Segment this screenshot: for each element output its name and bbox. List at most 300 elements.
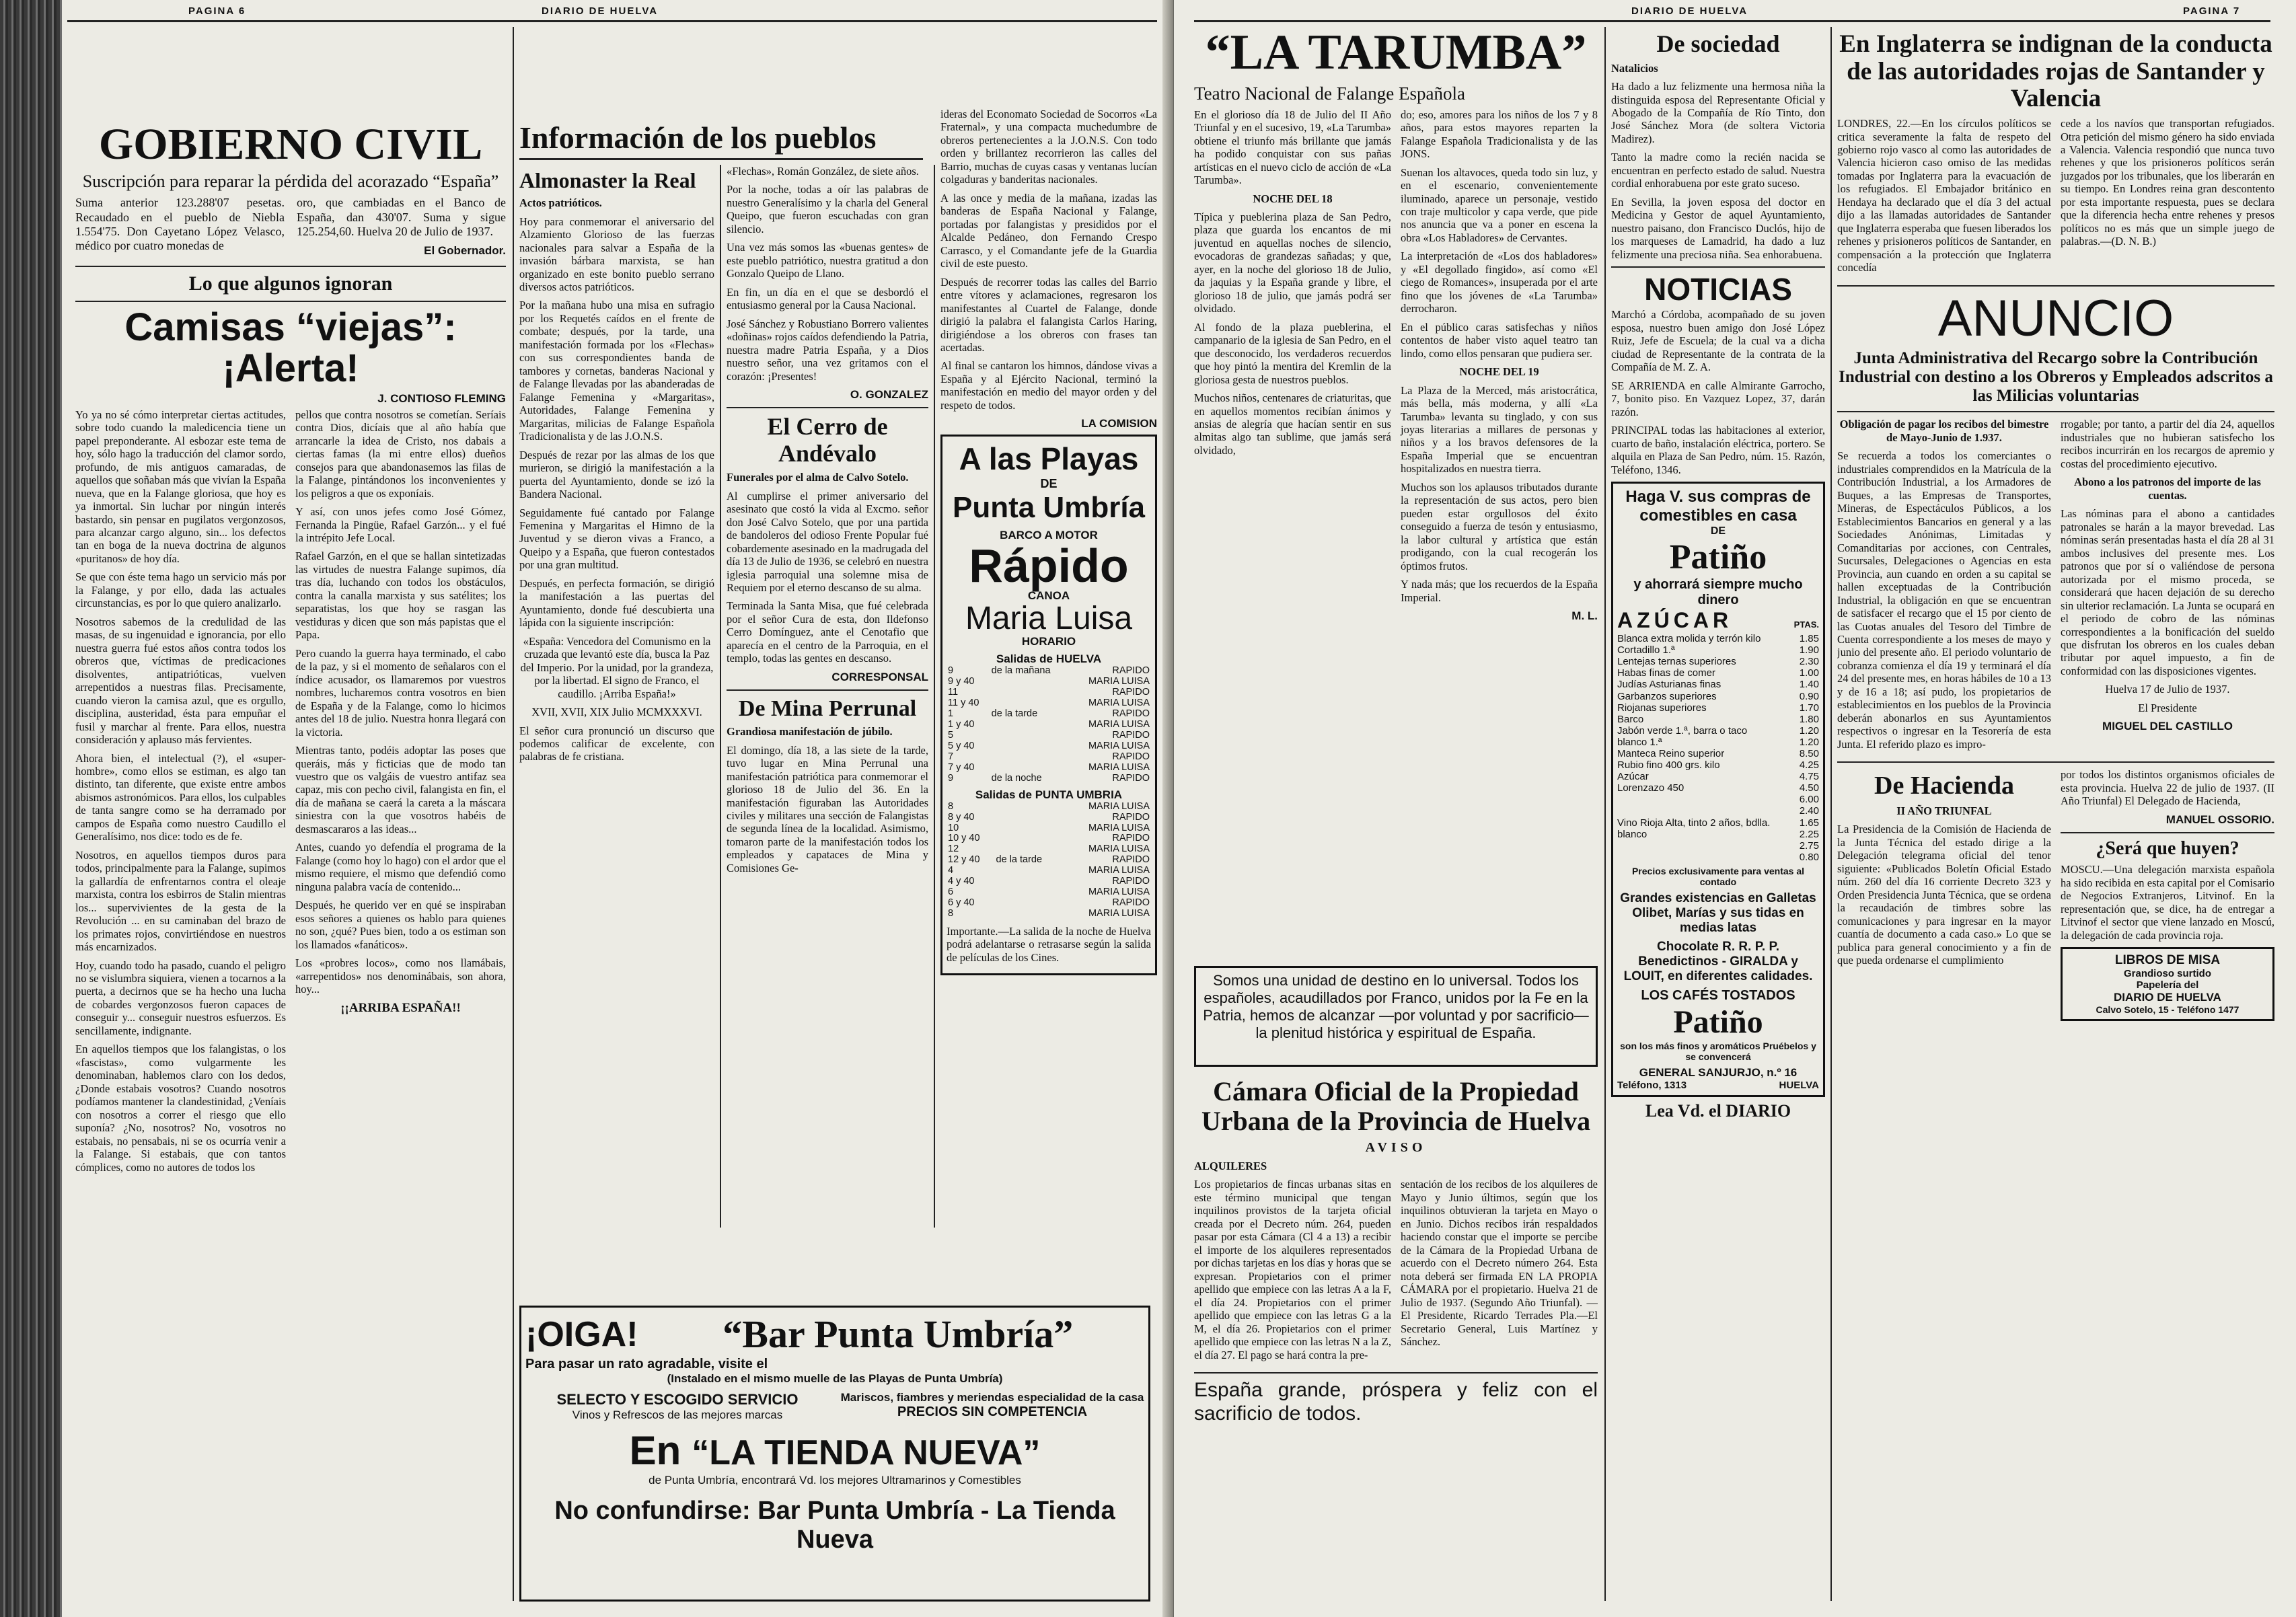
oiga-ad-en: En xyxy=(629,1428,681,1473)
tarumba-section xyxy=(1194,27,1598,965)
oiga-ad-no-confundirse: No confundirse: Bar Punta Umbría - La Tienda Nueva xyxy=(554,1497,1115,1554)
schedule-period xyxy=(995,909,1063,919)
schedule-boat: RAPIDO xyxy=(1112,897,1150,909)
noticias-paragraph: Marchó a Córdoba, acompañado de su joven esposa, nuestro buen amigo don José López Ruiz, Jefe de Escuela; de la cual va a dicha ciudad de Representante de la contrata de la Compañía de M. Z. A. xyxy=(1611,308,1825,374)
libros-ad-papeleria: Papelería del xyxy=(2136,979,2199,991)
andevalo-paragraph: Terminada la Santa Misa, que fué celebrada por el señor Cura de esta, don Ildefonso Cerro Domínguez, ante el Cenotafio que aparecía en el centro de la Parroquia, en el templo, todas las gentes en descanso. xyxy=(727,599,928,665)
schedule-period xyxy=(990,677,1070,687)
paper-name-label: DIARIO DE HUELVA xyxy=(542,5,659,17)
pueblos-paragraph: ideras del Economato Sociedad de Socorros «La Fraternal», y una compacta muchedumbre de obreros pertenecientes a la J.O.N.S. Con todo orden y brillantez recorrieron las calles del Barrio, muchas de cuyas casas y ventanas lucían colgaduras y banderitas nacionales. xyxy=(940,108,1157,186)
schedule-time: 10 xyxy=(948,822,959,833)
price-row xyxy=(1617,817,1819,829)
schedule-row xyxy=(947,898,1151,909)
divider xyxy=(727,407,928,408)
pueblos-paragraph: Después de recorrer todas las calles del Barrio entre vítores y aclamaciones, regresaron los manifestantes al Cuartel de Falange, donde dirigió la palabra el falangista Carlos Haring, dirigiéndose a los obreros con frases tan acertadas. xyxy=(940,275,1157,354)
noticias-paragraph: PRINCIPAL todas las habitaciones al exterior, cuarto de baño, instalación eléctrica, portero. Se alquila en Plaza de San Pedro, núm. 15. Razón, Teléfono, 1346. xyxy=(1611,424,1825,476)
playas-ad-boat: BARCO A MOTOR xyxy=(1000,529,1098,542)
schedule-boat: MARIA LUISA xyxy=(1088,719,1150,730)
price-item: Riojanas superiores xyxy=(1617,702,1707,714)
oiga-ad-oiga: ¡OIGA! xyxy=(525,1314,638,1354)
pueblos-paragraph: El señor cura pronunció un discurso que podemos calificar de excelente, con palabras de fe cristiana. xyxy=(519,724,714,763)
gobierno-civil-body-left: Suma anterior 123.288'07 pesetas. Recaudado en el pueblo de Niebla 1.554'75. Don Cayetano López Velasco, médico por cuatro monedas de xyxy=(75,196,285,252)
patino-ad-chocolate: Chocolate R. R. P. P. Benedictinos - GIRALDA y LOUIT, en diferentes calidades. xyxy=(1623,939,1813,983)
price-value: 8.50 xyxy=(1799,748,1819,760)
schedule-period xyxy=(995,844,1063,855)
unidad-box xyxy=(1194,966,1598,1067)
camisas-title: Camisas “viejas”: ¡Alerta! xyxy=(124,305,457,390)
schedule-period xyxy=(995,887,1063,898)
playas-ad-salidas-punta: Salidas de PUNTA UMBRIA xyxy=(975,788,1123,801)
divider xyxy=(1611,266,1825,268)
price-item: Blanca extra molida y terrón kilo xyxy=(1617,633,1761,645)
page-number-label: PAGINA 7 xyxy=(2183,5,2241,17)
schedule-period xyxy=(995,823,1063,834)
price-row xyxy=(1617,702,1819,714)
price-value: 4.50 xyxy=(1799,782,1819,794)
almonaster-title: Almonaster la Real xyxy=(519,168,696,192)
schedule-time: 7 y 40 xyxy=(948,761,975,773)
schedule-boat: MARIA LUISA xyxy=(1088,676,1150,687)
pueblos-col3 xyxy=(940,108,1157,1238)
playas-ad-de: DE xyxy=(1040,477,1058,491)
andevalo-paragraph: Al cumplirse el primer aniversario del asesinato que costó la vida al Excmo. señor don José Calvo Sotelo, que por una partida de bandoleros del odioso Frente Popular fué cobardemente asesinado en la madrugada del día 13 de Julio de 1936, se celebró en nuestra iglesia parroquial una solemne misa de Requiem por el eterno descanso de su alma. xyxy=(727,489,928,594)
schedule-boat: MARIA LUISA xyxy=(1088,865,1150,876)
arriba-espana-closing: ¡¡ARRIBA ESPAÑA!! xyxy=(340,1001,461,1016)
price-value: 1.80 xyxy=(1799,713,1819,725)
price-item: Manteca Reino superior xyxy=(1617,748,1725,760)
schedule-period xyxy=(995,898,1063,909)
tarumba-paragraph: En el glorioso día 18 de Julio del II Año Triunfal y en el sucesivo, 19, «La Tarumba» obtiene el triunfo más brillante que jamás ha podido conquistar con sus pañas artísticas en el nuevo ciclo de acción de «La Tarumba». xyxy=(1194,108,1391,187)
anuncio-col2: rrogable; por tanto, a partir del día 24, aquellos industriales que no hubieran satisfecho los recibos incurrirán en los recargos de apremio y costas del procedimiento ejecutivo. xyxy=(2061,418,2274,470)
price-value: 2.40 xyxy=(1799,805,1819,817)
tarumba-paragraph: Suenan los altavoces, queda todo sin luz, y en el escenario, convenientemente iluminado, aparece un personaje, vestido con traje multicolor y capa verde, que pide nos anuncia que va a poner en escena la obra «Los Habladores» de Cervantes. xyxy=(1401,165,1598,244)
price-list xyxy=(1617,633,1819,863)
schedule-row xyxy=(947,666,1151,677)
inglaterra-title: En Inglaterra se indignan de la conducta de las autoridades rojas de Santander y Valencia xyxy=(1839,30,2272,113)
camisas-paragraph: Nosotros sabemos de la credulidad de las masas, de su ingenuidad e ignorancia, por ello nuestra guerra fué estos años contra todos los obreros que, víctimas de predicaciones disolventes, antipatrióticas, vuelven arrepentidos a nuestras filas. Precisamente, cuando vieron la camisa azul, que es orgullo, disciplina, austeridad, ésta para empuñar el fusil y marchar al frente. Para ellos, nuestra consideración y aplauso más fervientes. xyxy=(75,615,286,747)
tarumba-col2 xyxy=(1401,108,1598,626)
schedule-row xyxy=(947,677,1151,687)
schedule-row xyxy=(947,833,1151,844)
lapida-inscription: «España: Vencedora del Comunismo en la cruzada que levantó este día, busca la Paz del Imperio. Por la unidad, por la grandeza, por la libertad. El signo de Franco, el caudillo. ¡Arriba España!» xyxy=(520,634,714,700)
schedule-row xyxy=(947,813,1151,823)
inglaterra-column xyxy=(1837,27,2274,1608)
schedule-time: 8 xyxy=(948,800,954,812)
anuncio-obligacion: Obligación de pagar los recibos del bimestre de Mayo-Junio de 1.937. xyxy=(1839,418,2049,444)
sociedad-paragraph: En Sevilla, la joven esposa del doctor en Medicina y Gestor de aquel Ayuntamiento, nuestro paisano, don Francisco Duclós, hijo de los marqueses de Lamadrid, ha dado a luz felizmente una preciosa niña. Sea enhorabuena. xyxy=(1611,195,1825,261)
schedule-time: 11 y 40 xyxy=(948,698,979,709)
camisas-paragraph: Rafael Garzón, en el que se hallan sintetizadas las virtudes de nuestra Falange supimos, día tras día, luchando con todos los obstáculos, contra la canalla marxista y sus satélites; los separatistas, los que hoy se rasgan las vestiduras y dicen que son más papistas que el Papa. xyxy=(295,550,506,642)
libros-ad-sub: Grandioso surtido xyxy=(2123,968,2211,980)
almonaster-kicker: Actos patrióticos. xyxy=(519,196,602,210)
price-row xyxy=(1617,737,1819,748)
camisas-paragraph: Los «probres locos», como nos llamábais, «arrepentidos» nos denominábais, son ahora, hoy... xyxy=(295,956,506,995)
schedule-time: 10 y 40 xyxy=(948,833,980,844)
schedule-time: 9 y 40 xyxy=(948,676,975,687)
playas-ad-place: Punta Umbría xyxy=(952,491,1146,525)
price-value: 0.80 xyxy=(1799,851,1819,863)
camisas-paragraph: Después, he querido ver en qué se inspiraban esos señores a quienes os hablo para quienes no son, ¿qué? Pues bien, todo a os estiman son los llamados «fanáticos». xyxy=(295,899,506,951)
playas-ad-canoa: CANOA xyxy=(1027,589,1070,603)
column-rule xyxy=(1830,27,1832,1601)
gobierno-civil-subtitle: Suscripción para reparar la pérdida del acorazado “España” xyxy=(82,172,499,192)
schedule-time: 5 y 40 xyxy=(948,740,975,751)
libros-ad xyxy=(2061,947,2274,1021)
patino-ad-name: Patiño xyxy=(1669,538,1767,577)
schedule-row xyxy=(947,823,1151,834)
price-value: 0.90 xyxy=(1799,690,1819,702)
divider xyxy=(727,689,928,691)
pueblos-paragraph: En fin, un día en el que se desbordó el entusiasmo general por la Causa Nacional. xyxy=(727,285,928,312)
pueblos-signature: O. GONZALEZ xyxy=(850,388,928,402)
schedule-period xyxy=(995,866,1063,876)
price-item: Vino Rioja Alta, tinto 2 años, bdlla. xyxy=(1617,817,1771,829)
price-item: Habas finas de comer xyxy=(1617,667,1715,679)
playas-ad-horario: HORARIO xyxy=(1021,635,1076,648)
patino-ad-name2: Patiño xyxy=(1673,1004,1763,1040)
schedule-row xyxy=(947,687,1151,698)
patino-ad-precios-nota: Precios exclusivamente para ventas al contado xyxy=(1631,865,1805,887)
price-row xyxy=(1617,782,1819,794)
camisas-paragraph: Nosotros, en aquellos tiempos duros para todos, principalmente para la Falange, supimos la gallardía de enfrentarnos contra el oleaje marxista, contra los esbirros de Stalin mientras los... supervivientes de la gesta de la Revolución ... en su caminaban del brazo de los primates rojos, convirtiéndose en nuestros más encarnizados. xyxy=(75,848,286,954)
camara-col1: Los propietarios de fincas urbanas sitas en este término municipal que tengan inquilinos provistos de la tarjeta oficial creada por el Decreto núm. 264, pueden pasar por esta Cámara (Cl 4 a 13) a recibir el importe de los alquileres representados por dichas tarjetas en los días y horas que se expresan. Propietarios con el primer apellido que empiece con las letras A a la F, el día 24. Propietarios con el primer apellido que empiece con las letras G a la M, el día 26. Propietarios con el primer apellido que empiece con las letras N a la Z, el día 27. El pago se hará contra la pre- xyxy=(1194,1178,1391,1361)
pueblos-title: Información de los pueblos xyxy=(519,120,877,155)
schedule-time: 4 xyxy=(948,865,954,876)
hacienda-title: De Hacienda xyxy=(1874,772,2014,800)
price-row xyxy=(1617,644,1819,656)
schedule-period xyxy=(990,698,1070,709)
huyen-body: MOSCU.—Una delegación marxista española ha sido recibida en esta capital por el Comisario de Negocios Extranjeros, Litvinof. En la representación que, se dice, ha de entregar a Litvinof el sector que viene lanzado en Moscú, la delegación de cada provincia roja. xyxy=(2061,863,2274,942)
schedule-time: 8 xyxy=(948,908,954,919)
schedule-row xyxy=(947,774,1151,784)
price-row xyxy=(1617,679,1819,690)
schedule-period xyxy=(990,752,1070,763)
oiga-ad-bar: “Bar Punta Umbría” xyxy=(723,1312,1074,1356)
schedule-row xyxy=(947,866,1151,876)
camara-alquileres: ALQUILERES xyxy=(1194,1160,1267,1172)
schedule-time: 9 xyxy=(948,665,954,677)
price-value: 1.70 xyxy=(1799,702,1819,714)
schedule-time: 6 y 40 xyxy=(948,897,975,909)
patino-ad-de: DE xyxy=(1710,525,1726,537)
price-value: 4.25 xyxy=(1799,759,1819,772)
pueblos-signature: LA COMISION xyxy=(1081,417,1157,430)
schedule-boat: MARIA LUISA xyxy=(1088,761,1150,773)
pueblos-paragraph: Una vez más somos las «buenas gentes» de este pueblo patriótico, nuestra gratitud a don Gonzalo Queipo de Llano. xyxy=(727,241,928,280)
camisas-paragraph: En aquellos tiempos que los falangistas, o los «fascistas», como vulgarmente les denominaban, hablemos claro con los dedos, ¿Donde estabais vosotros? Cuando nosotros podíamos mantener la clandestinidad, ¿Veníais con nosotros a correr el riesgo que ello suponía? ¿No, nosotros? No, vosotros no estabais, no pensabais, ni se os ocurría venir a la Falange. Si estabais, que con tantos cómplices, como no autores de todos los xyxy=(75,1043,286,1174)
schedule-boat: RAPIDO xyxy=(1112,876,1150,887)
patino-ad-huelva: HUELVA xyxy=(1779,1079,1819,1091)
hacienda-body: La Presidencia de la Comisión de Hacienda de la Junta Técnica del estado dirige a la Delegación telegrama oficial del tenor siguiente: «Publicados Boletín Oficial Estado núm. 260 del día 16 corriente Decreto 323 y Orden Presidencia Junta Técnica, que se ordena la recaudación de timbres sobre las comunicaciones y para ingresar en la mayor cuantía de documento a cada caso.» Lo que se publica para general conocimiento y a fin de que pueda ordenarse el cumplimiento xyxy=(1837,823,2051,967)
oiga-ad xyxy=(519,1306,1150,1602)
schedule-boat: RAPIDO xyxy=(1112,772,1150,784)
tarumba-paragraph: Muchos niños, centenares de criaturitas, que en aquellos momentos recibían ánimos y ansias de alegría que hacían sentir en sus almitas algo tan sublime, que jamás será olvidado, xyxy=(1194,391,1391,457)
unidad-text: Somos una unidad de destino en lo universal. Todos los españoles, acaudillados por Franco, unidos por la Fe en la Patria, hemos de alcanzar —por voluntad y por sacrificio— la plenitud histórica y espiritual de España. xyxy=(1203,972,1589,1041)
schedule-boat: MARIA LUISA xyxy=(1088,822,1150,833)
patino-ad-address: GENERAL SANJURJO, n.º 16 xyxy=(1639,1065,1798,1079)
price-item: Judías Asturianas finas xyxy=(1617,679,1721,691)
schedule-boat: MARIA LUISA xyxy=(1088,698,1150,709)
schedule-punta xyxy=(947,802,1151,919)
huyen-title: ¿Será que huyen? xyxy=(2096,837,2239,859)
inglaterra-col1: LONDRES, 22.—En los círculos políticos se critica severamente la falta de respeto del gobierno rojo vasco al como las autoridades de Valencia hicieron caso omiso de las medidas tomadas por Inglaterra para la evacuación de los refugiados. El Embajador británico en Hendaya ha declarado que el día 3 del actual dijo a las llamadas autoridades de Santander que Inglaterra esperaba que fuesen liberados los rehenes y prisioneros políticos de Santander, en compensación a la protección que Inglaterra concedía xyxy=(1837,117,2051,274)
price-row xyxy=(1617,691,1819,702)
page-number-label: PAGINA 6 xyxy=(188,5,246,17)
price-value: 2.75 xyxy=(1799,839,1819,852)
price-value: 1.85 xyxy=(1799,633,1819,645)
schedule-row xyxy=(947,698,1151,709)
tarumba-paragraph: La interpretación de «Los dos habladores» y «El degollado fingido», así como «El ciego de Romances», insuperada por el arte fino que los jóvenes de «La Tarumba» derrocharon. xyxy=(1401,250,1598,315)
playas-ad-rapido: Rápido xyxy=(969,539,1129,593)
price-row xyxy=(1617,656,1819,667)
camisas-kicker: Lo que algunos ignoran xyxy=(188,272,393,295)
schedule-time: 12 xyxy=(948,843,959,855)
playas-ad-note: Importante.—La salida de la noche de Huelva podrá adelantarse o retrasarse según la salida de películas de los Cines. xyxy=(947,924,1151,964)
tarumba-subtitle: Teatro Nacional de Falange Española xyxy=(1194,83,1465,104)
camisas-paragraph: Antes, cuando yo defendía el programa de la Falange (como hoy lo hago) con el ardor que el mismo requiere, el mismo que defendió como ninguna palabra vacía de contenido... xyxy=(295,841,506,893)
tarumba-paragraph: La Plaza de la Merced, más aristocrática, más bella, más moderna, y allí «La Tarumba» levanta su tinglado, y con sus joyas literarias a millares de personas y niños y a los bravos defensores de la España Imperial que se encuentran hospitalizados en nuestra tierra. xyxy=(1401,383,1598,476)
pueblos-col2 xyxy=(727,165,928,1228)
libros-ad-title: LIBROS DE MISA xyxy=(2114,953,2221,968)
divider xyxy=(1837,285,2274,287)
oiga-ad-installed: (Instalado en el mismo muelle de las Playas de Punta Umbría) xyxy=(667,1372,1003,1385)
price-value: 2.25 xyxy=(1799,828,1819,840)
price-value: 1.90 xyxy=(1799,644,1819,656)
price-item: Barco xyxy=(1617,713,1644,725)
schedule-row xyxy=(947,844,1151,855)
schedule-row xyxy=(947,876,1151,887)
price-row xyxy=(1617,852,1819,863)
schedule-period xyxy=(995,813,1063,823)
column-rule xyxy=(513,27,514,1601)
schedule-boat: MARIA LUISA xyxy=(1088,887,1150,898)
divider xyxy=(1837,411,2274,412)
oiga-ad-tienda-sub: de Punta Umbría, encontrará Vd. los mejores Ultramarinos y Comestibles xyxy=(649,1474,1021,1487)
camara-col2: sentación de los recibos de los alquileres de Mayo y Junio últimos, según que los inquilinos obtuvieran la tarjeta en Mayo o en Junio. Dichos recibos irán respaldados haciendo constar que el importe se percibe de la Cámara de la Propiedad Urbana de acuerdo con el Decreto número 264. Esta nota deberá ser firmada EN LA PROPIA CÁMARA por el propietario. Huelva 21 de Julio de 1937. (Segundo Año Triunfal). —El Presidente, Ricardo Terrades Pla.—El Secretario General, Luis Martínez y Sánchez. xyxy=(1401,1178,1598,1349)
camisas-paragraph: Ahora bien, el intelectual (?), el «super-hombre», como ellos se estiman, es algo tan distinto, tan diferente, que existe entre ambos abismos astronómicos. Para ellos, los culpables de tanta sangre como se ha derramado por campos de España como nuestro Caudillo el Generalísimo, nos dice: todo es de fe. xyxy=(75,751,286,843)
paper-name-label: DIARIO DE HUELVA xyxy=(1631,5,1748,17)
mina-title: De Mina Perrunal xyxy=(738,695,917,721)
patino-ad-grandes: Grandes existencias en Galletas Olibet, Marías y sus tidas en medias latas xyxy=(1620,891,1816,935)
price-value: 2.30 xyxy=(1799,656,1819,668)
schedule-row xyxy=(947,887,1151,898)
schedule-period xyxy=(995,802,1063,813)
price-value: 1.00 xyxy=(1799,667,1819,679)
camisas-paragraph: Mientras tanto, podéis adoptar las poses que queráis, más y ficticias que de modo tan vuestro que os valgáis de vuestro antifaz sea capaz, mis con pecho civil, falangista en fin, el día de mañana se caerá la careta a la máscara siniestra con la que vosotros habéis de desmascararos a las ideas... xyxy=(295,744,506,835)
gobierno-civil-body-right: oro, que cambiadas en el Banco de España, dan 430'07. Suma y sigue 125.254,60. Huelva 20 de Julio de 1937. xyxy=(297,196,506,238)
price-value: 4.75 xyxy=(1799,771,1819,783)
price-item: blanco 1.ª xyxy=(1617,736,1662,748)
pueblos-col1 xyxy=(519,165,714,1228)
schedule-row xyxy=(947,741,1151,752)
price-item: Cortadillo 1.ª xyxy=(1617,644,1675,656)
camisas-paragraph: pellos que contra nosotros se cometían. Seríais contra Dios, dicíais que al año había que arrancarle la idea de Cristo, nos dabais a ciertas famas (la mi entre ellos) dueños consejos para que abandonasemos las filas de la Falange, pintándonos los inconvenientes y los peligros a que os exponíais. xyxy=(295,408,506,500)
schedule-boat: RAPIDO xyxy=(1112,729,1150,741)
tarumba-col1 xyxy=(1194,108,1391,626)
camisas-paragraph: Hoy, cuando todo ha pasado, cuando el peligro no se vislumbra siquiera, vienen a tocarnos a la puerta, a decirnos que se ha hecho una lucha de cobardes vergonzosos fueron capaces de conseguir y... conseguir nuestros esfuerzos. Es sencillamente, indignante. xyxy=(75,958,286,1037)
libros-ad-address: Calvo Sotelo, 15 - Teléfono 1477 xyxy=(2096,1004,2239,1016)
divider xyxy=(1194,1372,1598,1374)
playas-ad-title: A las Playas xyxy=(959,441,1139,477)
top-rule xyxy=(67,20,1157,22)
inglaterra-col2: cede a los navíos que transportan refugiados. Otra petición del mismo género ha sido enviada a Valencia. Valencia respondió que nunca tuvo rehenes y que los prisioneros políticos serán juzgados por los tribunales, que los liberarán en su tiempo. En Londres reina gran descontento por esta importante respuesta, pues se declara que la diferencia hecha entre rehenes y presos políticos no es más que un simple juego de palabras.—(D. N. B.) xyxy=(2061,117,2274,248)
price-item: Lentejas ternas superiores xyxy=(1617,656,1736,668)
sociedad-title: De sociedad xyxy=(1656,30,1780,57)
tarumba-paragraph: do; eso, amores para los niños de los 7 y 8 años, para estos mayores reparten la Falange Española Tradicionalista y de las JONS. xyxy=(1401,108,1598,161)
anuncio-abono: Abono a los patronos del importe de las cuentas. xyxy=(2074,476,2261,502)
schedule-row xyxy=(947,730,1151,741)
pueblos-paragraph: Seguidamente fué cantado por Falange Femenina y Margaritas el Himno de la Juventud y se dieron vivas a Franco, a Queipo y a España, que fueron contestados por una gran multitud. xyxy=(519,506,714,572)
anuncio-presidente-name: MIGUEL DEL CASTILLO xyxy=(2102,720,2233,733)
schedule-boat: RAPIDO xyxy=(1112,687,1150,698)
divider xyxy=(75,266,506,267)
schedule-boat: RAPIDO xyxy=(1112,833,1150,844)
anuncio-title: ANUNCIO xyxy=(1937,289,2174,347)
schedule-time: 9 xyxy=(948,772,954,784)
price-item: Lorenzazo 450 xyxy=(1617,782,1684,794)
schedule-boat: RAPIDO xyxy=(1112,665,1150,677)
schedule-time: 1 xyxy=(948,708,954,720)
pueblos-paragraph: Al final se cantaron los himnos, dándose vivas a España y al Ejército Nacional, terminó la manifestación en medio del mayor orden y del respeto de todos. xyxy=(940,359,1157,412)
price-item: Garbanzos superiores xyxy=(1617,690,1717,702)
schedule-boat: MARIA LUISA xyxy=(1088,843,1150,855)
price-row xyxy=(1617,794,1819,805)
pueblos-paragraph: A las once y media de la mañana, izadas las banderas de España Nacional y Falange, portadas por falangistas y presididos por el Alcalde Pedáneo, don Fernando Crespo Carrasco, y el Comandante jefe de la Guardia civil de este puesto. xyxy=(940,191,1157,270)
pueblos-paragraph: Después de rezar por las almas de los que murieron, se dirigió la manifestación a la puerta del Ayuntamiento, donde se izó la Bandera Nacional. xyxy=(519,448,714,501)
price-value: 6.00 xyxy=(1799,794,1819,806)
schedule-time: 5 xyxy=(948,729,954,741)
price-value: 1.20 xyxy=(1799,736,1819,748)
oiga-ad-precios: PRECIOS SIN COMPETENCIA xyxy=(897,1404,1088,1419)
schedule-time: 1 y 40 xyxy=(948,719,975,730)
gobierno-civil-title: GOBIERNO CIVIL xyxy=(98,120,483,169)
schedule-huelva xyxy=(947,666,1151,784)
schedule-row xyxy=(947,763,1151,774)
price-value: 1.20 xyxy=(1799,724,1819,737)
schedule-time: 7 xyxy=(948,751,954,762)
pueblos-paragraph: «Flechas», Román González, de siete años. xyxy=(727,165,919,178)
mina-paragraph: El domingo, día 18, a las siete de la tarde, tuvo lugar en Mina Perrunal una manifestación patriótica para conmemorar el glorioso 18 de Julio del 36. En la manifestación figuraban las Autoridades civiles y militares una sección de Falangistas de segunda línea de la localidad. Asimismo, tomaron parte de la manifestación todos los empleados y capataces de Mina y Comisiones Ge- xyxy=(727,743,928,874)
top-rule xyxy=(1194,20,2270,22)
playas-ad xyxy=(940,435,1157,975)
price-item: Jabón verde 1.ª, barra o taco xyxy=(1617,724,1748,737)
sociedad-natalicios: Natalicios xyxy=(1611,61,1658,75)
schedule-row xyxy=(947,752,1151,763)
schedule-period xyxy=(990,741,1070,752)
playas-ad-maria: Maria Luisa xyxy=(965,601,1133,637)
divider xyxy=(75,301,506,302)
price-row xyxy=(1617,667,1819,679)
schedule-period: de la noche xyxy=(991,772,1042,784)
camisas-paragraph: Pero cuando la guerra haya terminado, el cabo de la paz, y si el momento de señalaros con el índice acusador, os llamaremos por vuestros nombres, lucharemos contra vosotros en bien de España y de la Falange, como lo hicimos antes del 18 de julio. Nuestra honra llegará con la victoria. xyxy=(295,646,506,739)
anuncio-presidente: El Presidente xyxy=(2138,701,2197,714)
schedule-period xyxy=(990,730,1070,741)
price-row xyxy=(1617,725,1819,737)
schedule-boat: RAPIDO xyxy=(1112,854,1150,866)
lapida-date: XVII, XVII, XIX Julio MCMXXXVI. xyxy=(531,706,702,719)
patino-ad xyxy=(1611,482,1825,1097)
schedule-boat: MARIA LUISA xyxy=(1088,908,1150,919)
camisas-paragraph: Y así, con unos jefes como José Gómez, Fernanda la Pingüe, Rafael Garzón... y el fué la intrépito Jefe Local. xyxy=(295,505,506,544)
schedule-row xyxy=(947,802,1151,813)
schedule-period xyxy=(990,687,1070,698)
schedule-period: de la tarde xyxy=(996,854,1043,866)
anuncio-col2b: Las nóminas para el abono a cantidades patronales se harán a la mayor brevedad. Las nóminas serán presentadas hasta el día 28 al 31 ambos inclusives del presente mes. Los patronos que por sí o valiéndose de persona autorizada por el mismo proceda, se considerará que hacen dejación de su derecho sin ulterior reclamación. La Junta se ocupará en el periodo de cobro de las nóminas correspondientes a la bonificación del sueldo que disfrutan los obreros en los cuales deban tributar por aquel impuesto, a fin de conformidad con las disposiciones vigentes. xyxy=(2061,507,2274,677)
tarumba-paragraph: Típica y pueblerina plaza de San Pedro, plaza que guarda los encantos de mi juventud en aquellas noches de silencio, evocadoras de grandezas sañadas; y que, ayer, en la noche del glorioso 18 de Julio, da jaquias y la España grande y libre, el glorioso 18 de julio, que jamás podrá ser olvidado. xyxy=(1194,210,1391,315)
schedule-boat: RAPIDO xyxy=(1112,811,1150,823)
camisas-col1 xyxy=(75,408,286,1179)
binding-edge xyxy=(0,0,62,1617)
price-value: 1.40 xyxy=(1799,679,1819,691)
patino-ad-azucar: AZÚCAR xyxy=(1617,608,1733,633)
schedule-boat: MARIA LUISA xyxy=(1088,740,1150,751)
column-rule xyxy=(720,165,721,1228)
schedule-row xyxy=(947,720,1151,730)
schedule-time: 12 y 40 xyxy=(948,854,980,866)
hacienda-col2: por todos los distintos organismos oficiales de esta provincia. Huelva 22 de julio de 1937. (II Año Triunfal) El Delegado de Hacienda, xyxy=(2061,768,2274,808)
anuncio-date: Huelva 17 de Julio de 1937. xyxy=(2105,683,2230,696)
tarumba-paragraph: Al fondo de la plaza pueblerina, el campanario de la iglesia de San Pedro, en el que desconocido, los verdaderos recuerdos que hoy pintó la mentira del Kremlin de la gloriosa gesta de nuestros pueblos. xyxy=(1194,320,1391,386)
oiga-ad-vinos: Vinos y Refrescos de las mejores marcas xyxy=(572,1408,783,1421)
pueblos-paragraph: José Sánchez y Robustiano Borrero valientes «doñinas» rojos caídos defendiendo la Patria, nuestra madre Patria España, y a Dios nuestro señor, una vez gritamos con el corazón: ¡Presentes! xyxy=(727,317,928,383)
camisas-byline: J. CONTIOSO FLEMING xyxy=(377,391,506,405)
patino-ad-ahorrara: y ahorrará siempre mucho dinero xyxy=(1633,577,1803,608)
camara-section xyxy=(1194,1073,1598,1604)
andevalo-kicker: Funerales por el alma de Calvo Sotelo. xyxy=(727,471,909,484)
schedule-boat: RAPIDO xyxy=(1112,751,1150,762)
tarumba-paragraph: Muchos son los aplausos tributados durante la representación de sus actos, pero bien pueden estar orgullosos del éxito conseguido a fuerza de tesón y entusiasmo, la labor cultural y artística que están prodigando, con la cual recogerán los óptimos frutos. xyxy=(1401,480,1598,572)
divider xyxy=(519,158,923,160)
price-row xyxy=(1617,633,1819,644)
price-row xyxy=(1617,771,1819,782)
gobierno-civil-signature: El Gobernador. xyxy=(424,244,506,257)
oiga-ad-tienda: “LA TIENDA NUEVA” xyxy=(692,1433,1041,1472)
anuncio-col1: Se recuerda a todos los comerciantes o industriales comprendidos en la Matrícula de la Contribución Industrial, a los Armadores de Buques, a las Empresas de Transportes, Mineras, de Espectáculos Públicos, a los Establecimientos Bancarios en general y a las Sociedades Anónimas, Limitadas y Comanditarias por acciones, con Centrales, Sucursales, Delegaciones o Agencias en esta Provincia, aun cuando en orden a su capital se hallen exceptuadas de la Contribución Industrial, la obligación en que se encuentran de satisfacer el recargo que el 15 por ciento de las Cuotas anuales del Tesoro del Timbre de Cuenta correspondiente a los meses de mayo y junio del presente año. El periodo voluntario de cobranza comienza el día 19 y terminará el día 24 del presente mes, en horas hábiles de 10 a 13 y de 16 a 18; así pudo, los propietarios de establecimientos en los pueblos de la Provincia deberán abonarlos en sus Ayuntamientos respectivos o ingresar en la Tesorería de esta Junta. El referido plazo es impro- xyxy=(1837,449,2051,751)
price-item: blanco xyxy=(1617,828,1647,840)
sociedad-paragraph: Tanto la madre como la recién nacida se encuentran en perfecto estado de salud. Nuestra cordial enhorabuena por este grato suceso. xyxy=(1611,151,1825,190)
schedule-row xyxy=(947,855,1151,866)
schedule-time: 8 y 40 xyxy=(948,811,975,823)
schedule-period xyxy=(990,763,1070,774)
pueblos-paragraph: Después, en perfecta formación, se dirigió la manifestación a las puertas del Ayuntamiento, donde fué descubierta una lápida con la siguiente inscripción: xyxy=(519,576,714,630)
camisas-paragraph: Se que con éste tema hago un servicio más por la Falange, y por ello, dada las actuales circunstancias, es por lo que quiero analizarlo. xyxy=(75,570,286,610)
libros-ad-diario: DIARIO DE HUELVA xyxy=(2114,991,2221,1004)
camara-title: Cámara Oficial de la Propiedad Urbana de la Provincia de Huelva xyxy=(1201,1076,1591,1136)
patino-ad-ptas: PTAS. xyxy=(1793,619,1819,630)
price-row xyxy=(1617,840,1819,852)
column-rule xyxy=(1604,27,1606,1601)
price-value: 1.65 xyxy=(1799,817,1819,829)
price-row xyxy=(1617,805,1819,817)
price-row xyxy=(1617,759,1819,771)
price-row xyxy=(1617,714,1819,725)
tarumba-paragraph: En el público caras satisfechas y niños contentos de haber visto aquel teatro tan lindo, como ellos pensaran que pudiera ser. xyxy=(1401,320,1598,360)
schedule-row xyxy=(947,909,1151,919)
patino-ad-cafes: LOS CAFÉS TOSTADOS xyxy=(1641,987,1795,1003)
playas-ad-salidas-huelva: Salidas de HUELVA xyxy=(996,652,1102,666)
pueblos-paragraph: Por la noche, todas a oír las palabras de nuestro Generalísimo y la charla del General Queipo, que fueron escuchadas con gran silencio. xyxy=(727,183,928,235)
patino-ad-telefono: Teléfono, 1313 xyxy=(1617,1079,1687,1091)
anuncio-junta: Junta Administrativa del Recargo sobre la Contribución Industrial con destino a los Obreros y Empleados adscritos a las Milicias voluntarias xyxy=(1839,349,2273,406)
schedule-time: 4 y 40 xyxy=(948,876,975,887)
pueblos-paragraph: Por la mañana hubo una misa en sufragio por los Requetés caídos en el frente de combate; después, por la tarde, una manifestación formada por los «Flechas» con sus correspondientes banda de tambores y cornetas, banderas Nacional y de Falange llevadas por las abanderadas de Falange Femenina y «Margaritas», Autoridades, Falange Femenina y Margaritas, milicias de Falange Española Tradicionalista y de las J.O.N.S. xyxy=(519,299,714,443)
price-item: Azúcar xyxy=(1617,771,1649,783)
price-item: Rubio fino 400 grs. kilo xyxy=(1617,759,1720,772)
gobierno-civil-column xyxy=(75,27,506,1608)
schedule-period: de la mañana xyxy=(991,665,1051,677)
right-page xyxy=(1174,0,2296,1617)
hacienda-kicker: II AÑO TRIUNFAL xyxy=(1896,804,1992,817)
